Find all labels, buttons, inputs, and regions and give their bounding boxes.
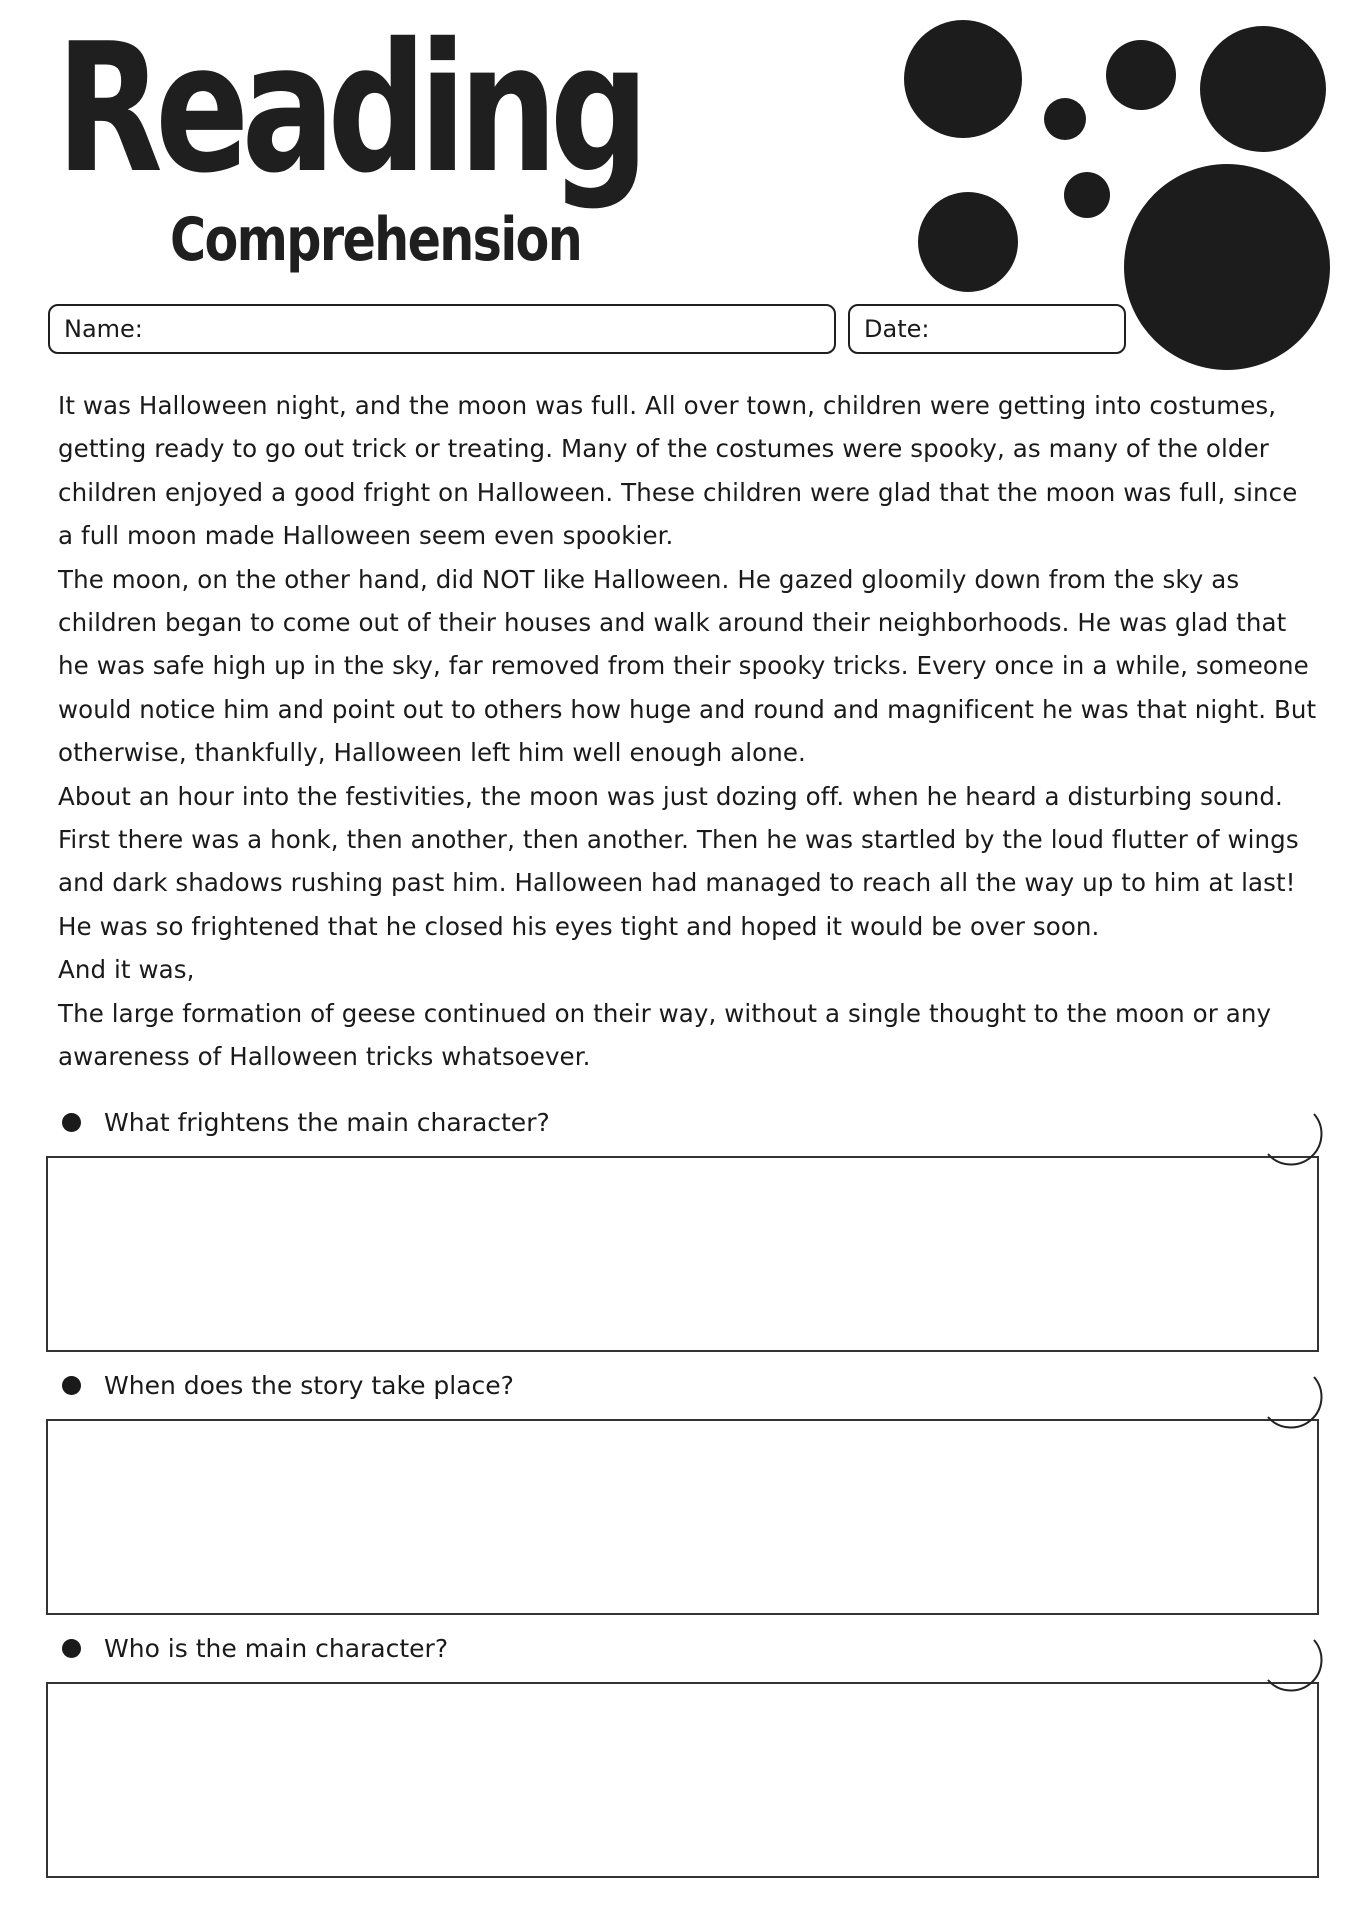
decorative-circle [1200, 26, 1326, 152]
question-1 [62, 1108, 550, 1137]
crescent-moon-icon [1262, 1110, 1334, 1182]
reading-passage [58, 384, 1320, 1079]
passage-paragraph: About an hour into the festivities, the moon was just dozing off. when he heard a disturbing sound. First there was a honk, then another, then another. Then he was startled by the loud flutter of wings and dark shadows rushing past him. Halloween had managed to reach all the way up to him at last! He was so frightened that he closed his eyes tight and hoped it would be over soon. [58, 781, 1299, 941]
passage-paragraph: And it was, [58, 955, 195, 985]
decorative-circle [1106, 40, 1176, 110]
answer-box-2[interactable] [46, 1419, 1319, 1615]
name-field[interactable] [48, 304, 836, 354]
question-2 [62, 1371, 514, 1400]
passage-paragraph: It was Halloween night, and the moon was full. All over town, children were getting into costumes, getting ready to go out trick or treating. Many of the costumes were spooky, as many of the older children enjoyed a good fright on Halloween. These children were glad that the moon was full, since a full moon made Halloween seem even spookier. [58, 391, 1298, 551]
question-text: What frightens the main character? [104, 1108, 550, 1137]
question-text: Who is the main character? [104, 1634, 449, 1663]
name-label: Name: [64, 315, 143, 343]
decorative-circle [1044, 98, 1086, 140]
date-field[interactable] [848, 304, 1126, 354]
page-subtitle: Comprehension [170, 205, 582, 275]
decorative-circle [918, 192, 1018, 292]
answer-box-1[interactable] [46, 1156, 1319, 1352]
bullet-icon [62, 1639, 81, 1658]
crescent-moon-icon [1262, 1636, 1334, 1708]
decorative-circle [904, 20, 1022, 138]
answer-box-3[interactable] [46, 1682, 1319, 1878]
bullet-icon [62, 1113, 81, 1132]
passage-paragraph: The large formation of geese continued on their way, without a single thought to the moon or any awareness of Halloween tricks whatsoever. [58, 998, 1272, 1072]
date-label: Date: [864, 315, 930, 343]
decorative-circle [1124, 164, 1330, 370]
question-3 [62, 1634, 448, 1663]
page-title: Reading [56, 5, 642, 212]
crescent-moon-icon [1262, 1373, 1334, 1445]
decorative-circle [1064, 172, 1110, 218]
bullet-icon [62, 1376, 81, 1395]
question-text: When does the story take place? [104, 1371, 514, 1400]
passage-paragraph: The moon, on the other hand, did NOT like Halloween. He gazed gloomily down from the sky as children began to come out of their houses and walk around their neighborhoods. He was glad that he was safe high up in the sky, far removed from their spooky tricks. Every once in a while, someone would notice him and point out to others how huge and round and magnificent he was that night. But otherwise, thankfully, Halloween left him well enough alone. [58, 564, 1317, 768]
